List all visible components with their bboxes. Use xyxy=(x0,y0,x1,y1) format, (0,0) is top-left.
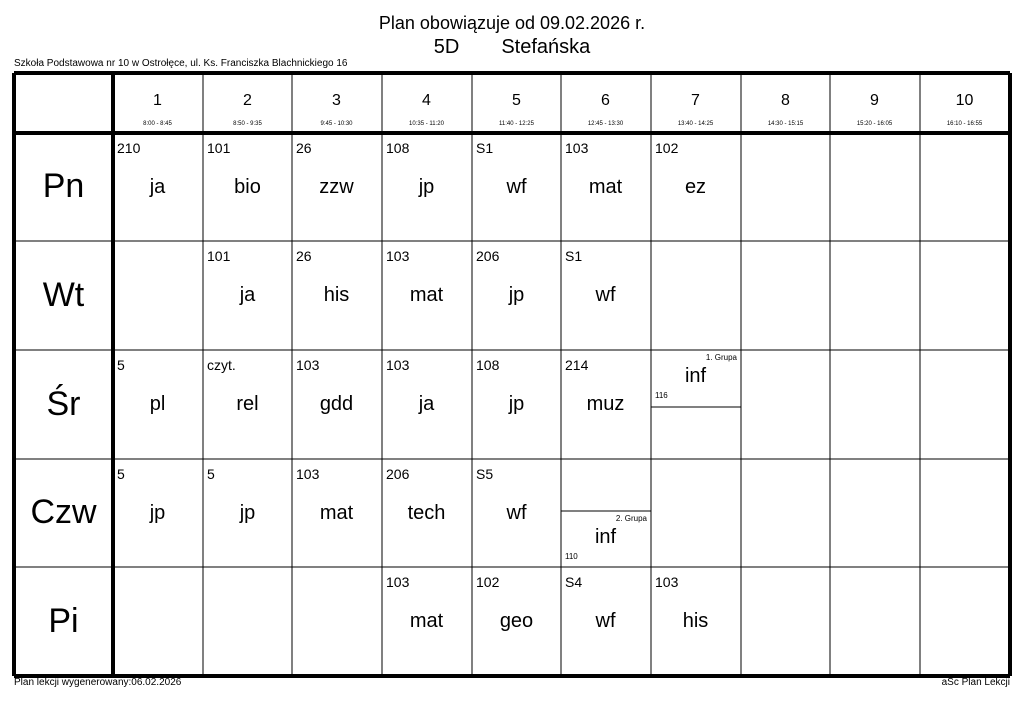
lesson-room: S5 xyxy=(476,466,494,482)
lesson-subject: wf xyxy=(506,176,527,198)
group-subject: inf xyxy=(594,526,617,548)
lesson-subject: ja xyxy=(149,176,166,198)
lesson-room: 101 xyxy=(207,248,231,264)
lesson-subject: wf xyxy=(506,502,527,524)
period-time: 12:45 - 13:30 xyxy=(587,121,624,127)
lesson-subject: jp xyxy=(418,176,435,198)
lesson-subject: rel xyxy=(236,393,259,415)
day-label: Czw xyxy=(30,493,97,531)
lesson-room: 206 xyxy=(386,466,410,482)
lesson-subject: ja xyxy=(418,393,435,415)
lesson-room: 108 xyxy=(386,140,410,156)
period-time: 8:50 - 9:35 xyxy=(233,121,262,127)
lesson-subject: mat xyxy=(319,502,354,524)
teacher-name: Stefańska xyxy=(501,36,591,58)
lesson-room: S4 xyxy=(565,574,583,590)
period-time: 16:10 - 16:55 xyxy=(946,121,983,127)
period-number: 4 xyxy=(422,92,431,109)
lesson-subject: ez xyxy=(684,176,707,198)
period-number: 5 xyxy=(512,92,521,109)
period-time: 9:45 - 10:30 xyxy=(320,121,353,127)
day-label: Pn xyxy=(42,167,85,205)
lesson-room: 5 xyxy=(117,466,125,482)
period-number: 6 xyxy=(601,92,610,109)
period-time: 14:30 - 15:15 xyxy=(767,121,804,127)
day-label: Pi xyxy=(48,602,79,640)
period-number: 3 xyxy=(332,92,341,109)
lesson-room: 102 xyxy=(476,574,500,590)
lesson-room: 26 xyxy=(296,248,312,264)
lesson-room: 210 xyxy=(117,140,141,156)
lesson-subject: wf xyxy=(595,610,616,632)
lesson-subject: geo xyxy=(499,610,534,632)
lesson-subject: jp xyxy=(149,502,166,524)
lesson-subject: gdd xyxy=(319,393,354,415)
lesson-room: 5 xyxy=(117,357,125,373)
period-time: 11:40 - 12:25 xyxy=(499,121,534,127)
lesson-room: 26 xyxy=(296,140,312,156)
lesson-room: 214 xyxy=(565,357,589,373)
period-number: 9 xyxy=(870,92,879,109)
lesson-room: 103 xyxy=(565,140,589,156)
software-name: aSc Plan Lekcji xyxy=(941,677,1010,688)
school-name: Szkoła Podstawowa nr 10 w Ostrołęce, ul. Ks. Franciszka Blachnickiego 16 xyxy=(14,58,348,69)
class-and-teacher xyxy=(0,36,1024,58)
period-number: 10 xyxy=(955,92,974,109)
lesson-room: 103 xyxy=(386,248,410,264)
lesson-subject: jp xyxy=(508,393,525,415)
lesson-subject: jp xyxy=(508,284,525,306)
period-time: 13:40 - 14:25 xyxy=(677,121,714,127)
lesson-room: S1 xyxy=(476,140,494,156)
lesson-subject: wf xyxy=(595,284,616,306)
group-label: 1. Grupa xyxy=(705,353,737,362)
generated-date: Plan lekcji wygenerowany:06.02.2026 xyxy=(14,677,182,688)
lesson-subject: muz xyxy=(586,393,625,415)
period-number: 2 xyxy=(243,92,252,109)
lesson-room: 103 xyxy=(296,466,320,482)
period-number: 7 xyxy=(691,92,700,109)
day-label: Śr xyxy=(46,385,81,423)
group-label: 2. Grupa xyxy=(615,514,647,523)
lesson-room: 102 xyxy=(655,140,679,156)
period-number: 8 xyxy=(781,92,790,109)
lesson-room: 103 xyxy=(296,357,320,373)
period-time: 10:35 - 11:20 xyxy=(409,121,444,127)
lesson-room: 103 xyxy=(655,574,679,590)
lesson-subject: bio xyxy=(234,176,261,198)
lesson-subject: tech xyxy=(407,502,446,524)
lesson-room: 108 xyxy=(476,357,500,373)
lesson-room: czyt. xyxy=(207,357,236,373)
lesson-room: S1 xyxy=(565,248,583,264)
lesson-subject: mat xyxy=(409,610,444,632)
lesson-room: 206 xyxy=(476,248,500,264)
lesson-room: 103 xyxy=(386,574,410,590)
lesson-subject: ja xyxy=(239,284,256,306)
page-title: Plan obowiązuje od 09.02.2026 r. xyxy=(378,13,646,33)
lesson-subject: mat xyxy=(588,176,623,198)
lesson-subject: pl xyxy=(149,393,166,415)
lesson-subject: jp xyxy=(239,502,256,524)
lesson-room: 101 xyxy=(207,140,231,156)
lesson-room: 5 xyxy=(207,466,215,482)
day-label: Wt xyxy=(42,276,85,314)
group-room: 110 xyxy=(565,552,578,561)
group-subject: inf xyxy=(684,365,707,387)
lesson-subject: mat xyxy=(409,284,444,306)
period-time: 15:20 - 16:05 xyxy=(856,121,893,127)
lesson-subject: his xyxy=(323,284,350,306)
group-room: 116 xyxy=(655,391,668,400)
lesson-room: 103 xyxy=(386,357,410,373)
period-number: 1 xyxy=(153,92,162,109)
class-name: 5D xyxy=(433,36,460,58)
lesson-subject: his xyxy=(682,610,709,632)
period-time: 8:00 - 8:45 xyxy=(143,121,172,127)
lesson-subject: zzw xyxy=(319,176,354,198)
